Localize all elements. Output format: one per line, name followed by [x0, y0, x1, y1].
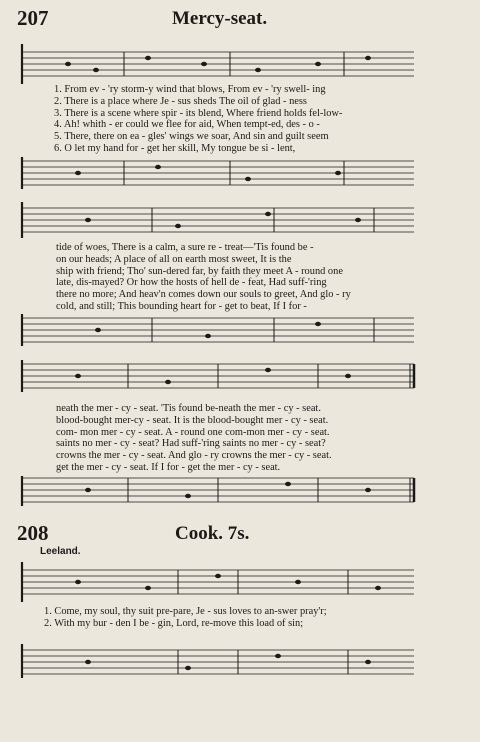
hymn-207-bass-staff-2	[18, 312, 418, 352]
lyric-line: 4. Ah! whith - er could we flee for aid, When tempt-ed, des - o -	[54, 119, 320, 131]
lyric-line: ship with friend; Tho' sun-dered far, by faith they meet A - round one	[56, 265, 343, 277]
hymn-208-title: Cook. 7s.	[175, 523, 250, 544]
lyric-line: crowns the mer - cy - seat. And glo - ry crowns the mer - cy - seat.	[56, 450, 332, 462]
lyric-line: 5. There, there on ea - gles' wings we soar, And sin and guilt seem	[54, 131, 329, 143]
hymn-208-number: 208	[17, 521, 49, 545]
lyric-line: late, dis-mayed? Or how the hosts of hell de - feat, Had suff-'ring	[56, 277, 327, 289]
hymn-207-bass-staff-3	[18, 474, 418, 512]
hymn-207-number: 207	[17, 6, 49, 30]
hymn-208-treble-staff-1	[18, 558, 418, 604]
lyric-line: 1. Come, my soul, thy suit pre-pare, Je - sus loves to an-swer pray'r;	[44, 606, 327, 617]
lyric-line: cold, and still; This bounding heart for - get to beat, If I for -	[56, 300, 307, 312]
hymn-207-lyrics-system-3	[56, 403, 412, 474]
hymn-208-bass-staff-1	[18, 640, 418, 684]
lyric-line: 6. O let my hand for - get her skill, My tongue be si - lent,	[54, 142, 296, 154]
hymn-208-lyrics-system-1	[44, 606, 420, 630]
lyric-line: 3. There is a scene where spir - its blend, Where friend holds fel-low-	[54, 107, 343, 119]
lyric-line: there no more; And heav'n comes down our souls to greet, And glo - ry	[56, 289, 351, 301]
hymn-207-treble-staff-3	[18, 356, 418, 398]
lyric-line: on our heads; A place of all on earth most sweet, It is the	[56, 253, 292, 265]
lyric-line: 2. With my bur - den I be - gin, Lord, re-move this load of sin;	[44, 617, 304, 629]
lyric-line: neath the mer - cy - seat. 'Tis found be-neath the mer - cy - seat.	[56, 403, 321, 414]
lyric-line: 1. From ev - 'ry storm-y wind that blows, From ev - 'ry swell- ing	[54, 84, 326, 95]
hymn-207-lyrics-system-2	[56, 242, 412, 313]
lyric-line: saints no mer - cy - seat? Had suff-'ring saints no mer - cy - seat?	[56, 438, 326, 450]
hymn-208-attribution: Leeland.	[40, 546, 81, 557]
hymn-207-title: Mercy-seat.	[172, 8, 268, 29]
hymn-207-treble-staff-1	[18, 40, 418, 86]
hymn-207-treble-staff-2	[18, 198, 418, 242]
lyric-line: tide of woes, There is a calm, a sure re - treat—'Tis found be -	[56, 242, 314, 253]
lyric-line: get the mer - cy - seat. If I for - get the mer - cy - seat.	[56, 461, 281, 473]
hymn-207-lyrics-system-1	[54, 84, 414, 155]
hymn-207-bass-staff-1	[18, 155, 418, 195]
lyric-line: blood-bought mer-cy - seat. It is the blood-bought mer - cy - seat.	[56, 414, 329, 426]
lyric-line: 2. There is a place where Je - sus sheds The oil of glad - ness	[54, 95, 307, 107]
lyric-line: com- mon mer - cy - seat. A - round one com-mon mer - cy - seat.	[56, 426, 330, 438]
